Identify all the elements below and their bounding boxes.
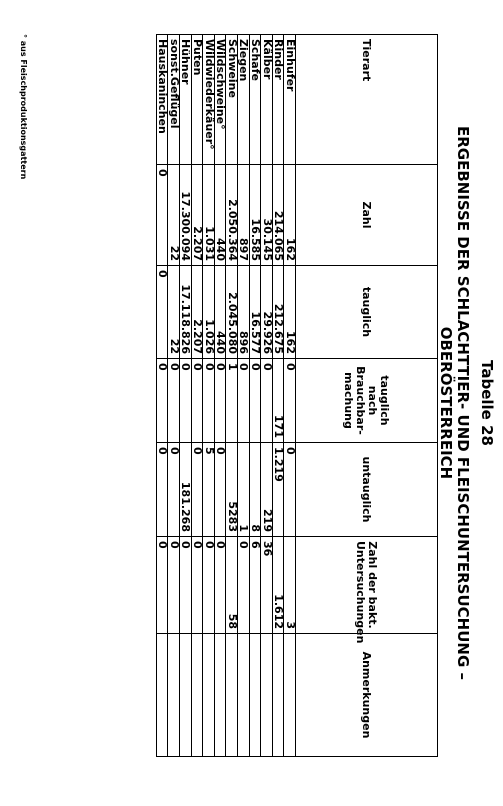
cell-untauglich: 181.268	[180, 443, 192, 537]
cell-untauglich: 0	[191, 443, 203, 537]
cell-nach: 0	[284, 359, 296, 443]
cell-tierart: Ziegen	[238, 35, 250, 165]
cell-tauglich: 896	[238, 266, 250, 359]
cell-nach: 0	[203, 359, 215, 443]
cell-untauglich: 0	[214, 443, 226, 537]
cell-tierart: Wildwiederkäuer°	[203, 35, 215, 165]
header-nach-line: Brauchbar-	[354, 366, 368, 435]
cell-tauglich: 1.026	[203, 266, 215, 359]
header-bakt-untersuchungen	[296, 537, 438, 644]
page-title	[437, 0, 471, 806]
cell-tierart: Hühner	[180, 35, 192, 165]
cell-anmerkungen	[203, 634, 215, 757]
cell-bakt: 0	[156, 537, 168, 634]
cell-untauglich: 5283	[226, 443, 238, 537]
header-nach-line: machung	[342, 372, 356, 429]
header-bakt-line: Untersuchungen	[354, 541, 368, 644]
cell-anmerkungen	[156, 634, 168, 757]
header-anmerkungen: Anmerkungen	[296, 634, 438, 757]
cell-anmerkungen	[168, 634, 180, 757]
cell-nach: 0	[156, 359, 168, 443]
cell-tierart: sonst.Geflügel	[168, 35, 180, 165]
cell-tierart: Kälber	[261, 35, 273, 165]
cell-tauglich: 162	[284, 266, 296, 359]
header-untauglich: untauglich	[296, 443, 438, 537]
table-row	[191, 35, 203, 757]
cell-bakt: 0	[191, 537, 203, 634]
table-row	[226, 35, 238, 757]
cell-nach: 171	[272, 359, 284, 443]
cell-tauglich: 0	[156, 266, 168, 359]
cell-zahl: 440	[214, 165, 226, 266]
cell-nach: 0	[180, 359, 192, 443]
cell-tauglich: 22	[168, 266, 180, 359]
cell-anmerkungen	[249, 634, 261, 757]
header-tierart: Tierart	[296, 35, 438, 165]
cell-tauglich: 17.118.826	[180, 266, 192, 359]
cell-untauglich: 1	[238, 443, 250, 537]
cell-anmerkungen	[191, 634, 203, 757]
cell-zahl: 162	[284, 165, 296, 266]
cell-tierart: Einhufer	[284, 35, 296, 165]
cell-anmerkungen	[238, 634, 250, 757]
header-nach-line: nach	[366, 385, 380, 416]
cell-bakt: 36	[261, 537, 273, 634]
cell-nach: 0	[191, 359, 203, 443]
header-tauglich-nach-brauchbarmachung	[296, 359, 438, 443]
cell-tierart: Schafe	[249, 35, 261, 165]
cell-untauglich: 219	[261, 443, 273, 537]
cell-zahl: 214.065	[272, 165, 284, 266]
cell-untauglich: 8	[249, 443, 261, 537]
table-row	[261, 35, 273, 757]
cell-anmerkungen	[180, 634, 192, 757]
cell-zahl: 2.050.364	[226, 165, 238, 266]
cell-nach: 0	[238, 359, 250, 443]
cell-nach: 0	[249, 359, 261, 443]
cell-bakt: 3	[284, 537, 296, 634]
cell-tauglich: 29.926	[261, 266, 273, 359]
title-line-1: ERGEBNISSE DER SCHLACHTTIER- UND FLEISCHUNTERSUCHUNG –	[454, 125, 472, 680]
cell-bakt: 58	[226, 537, 238, 634]
cell-zahl: 0	[156, 165, 168, 266]
footnote: ° aus Fleischproduktionsgattern	[19, 34, 28, 180]
cell-zahl: 30.145	[261, 165, 273, 266]
cell-tierart: Hauskaninchen	[156, 35, 168, 165]
cell-zahl: 22	[168, 165, 180, 266]
header-nach-line: tauglich	[378, 375, 392, 426]
cell-bakt: 0	[168, 537, 180, 634]
cell-bakt: 0	[203, 537, 215, 634]
title-line-2: OBERÖSTERREICH	[437, 326, 455, 480]
cell-bakt: 0	[214, 537, 226, 634]
table-row	[284, 35, 296, 757]
cell-nach: 0	[261, 359, 273, 443]
cell-untauglich: 0	[168, 443, 180, 537]
table-row	[272, 35, 284, 757]
cell-tauglich: 2.045.080	[226, 266, 238, 359]
cell-zahl: 897	[238, 165, 250, 266]
cell-zahl: 16.585	[249, 165, 261, 266]
cell-anmerkungen	[261, 634, 273, 757]
table-row	[180, 35, 192, 757]
cell-zahl: 1.031	[203, 165, 215, 266]
table-row	[203, 35, 215, 757]
header-zahl: Zahl	[296, 165, 438, 266]
cell-anmerkungen	[272, 634, 284, 757]
cell-untauglich: 5	[203, 443, 215, 537]
cell-nach: 0	[214, 359, 226, 443]
cell-tauglich: 16.577	[249, 266, 261, 359]
cell-untauglich: 0	[156, 443, 168, 537]
cell-nach: 0	[168, 359, 180, 443]
table-row	[249, 35, 261, 757]
cell-bakt: 0	[180, 537, 192, 634]
cell-tauglich: 212.675	[272, 266, 284, 359]
header-bakt-line: Zahl der bakt.	[366, 541, 380, 629]
cell-anmerkungen	[284, 634, 296, 757]
cell-tierart: Rinder	[272, 35, 284, 165]
cell-bakt: 1.612	[272, 537, 284, 634]
table-row	[238, 35, 250, 757]
cell-anmerkungen	[214, 634, 226, 757]
cell-anmerkungen	[226, 634, 238, 757]
cell-tauglich: 440	[214, 266, 226, 359]
header-tauglich: tauglich	[296, 266, 438, 359]
cell-tierart: Schweine	[226, 35, 238, 165]
cell-zahl: 2.207	[191, 165, 203, 266]
cell-tierart: Puten	[191, 35, 203, 165]
table-number: Tabelle 28	[478, 360, 496, 446]
cell-untauglich: 1.219	[272, 443, 284, 537]
table-row	[156, 35, 168, 757]
cell-bakt: 6	[249, 537, 261, 634]
cell-tauglich: 2.207	[191, 266, 203, 359]
cell-nach: 1	[226, 359, 238, 443]
cell-bakt: 0	[238, 537, 250, 634]
table-row	[168, 35, 180, 757]
cell-tierart: Wildschweine°	[214, 35, 226, 165]
header-row	[296, 35, 438, 757]
cell-untauglich: 0	[284, 443, 296, 537]
table-row	[214, 35, 226, 757]
results-table	[156, 34, 438, 757]
cell-zahl: 17.300.094	[180, 165, 192, 266]
